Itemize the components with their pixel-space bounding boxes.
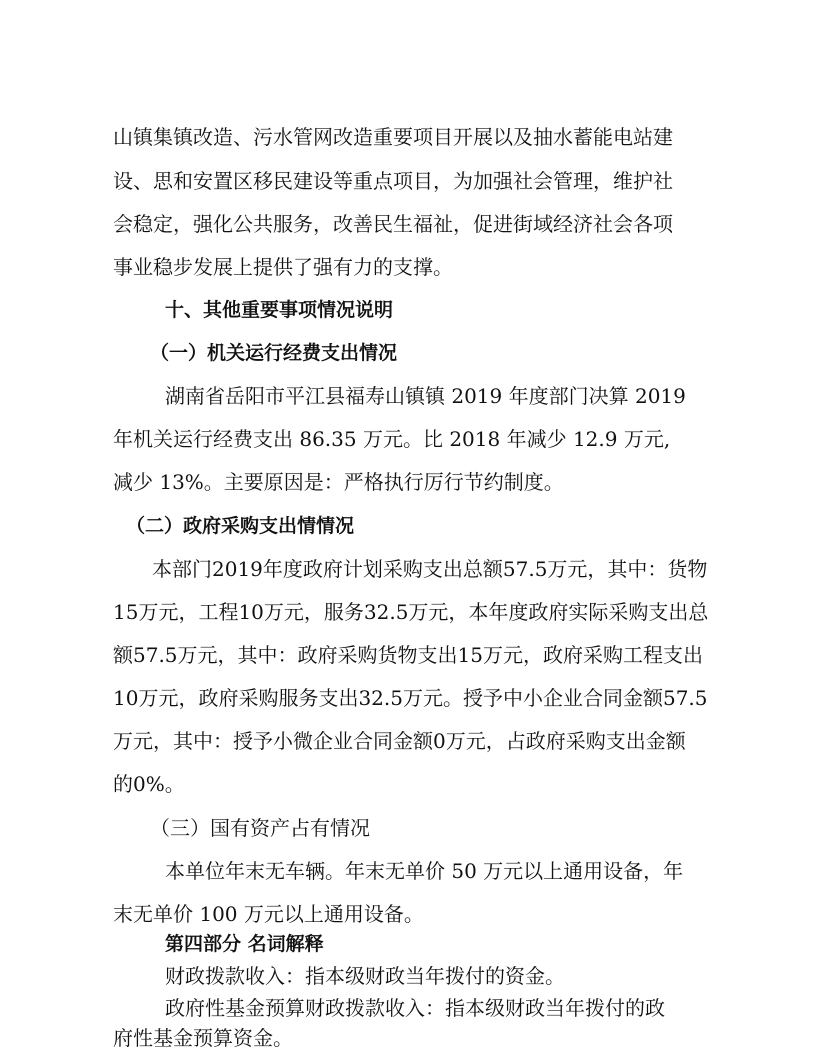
intro-line-1: 山镇集镇改造、污水管网改造重要项目开展以及抽水蓄能电站建	[113, 125, 673, 149]
sub3-line-1: 本单位年末无车辆。年末无单价 50 万元以上通用设备，年	[165, 859, 684, 883]
sub2-line-3: 额57.5万元，其中：政府采购货物支出15万元，政府采购工程支出	[113, 643, 703, 667]
part-4-line-2: 政府性基金预算财政拨款收入：指本级财政当年拨付的政	[165, 996, 665, 1020]
part-4-line-3: 府性基金预算资金。	[113, 1026, 293, 1050]
sub3-line-2: 末无单价 100 万元以上通用设备。	[113, 902, 424, 926]
intro-line-3: 会稳定，强化公共服务，改善民生福祉，促进街域经济社会各项	[113, 212, 673, 236]
sub1-heading: （一）机关运行经费支出情况	[150, 342, 398, 364]
sub2-heading: （二）政府采购支出情情况	[126, 515, 355, 537]
intro-line-4: 事业稳步发展上提供了强有力的支撑。	[113, 255, 453, 279]
section-10-heading: 十、其他重要事项情况说明	[165, 299, 394, 321]
sub1-line-2: 年机关运行经费支出 86.35 万元。比 2018 年减少 12.9 万元,	[113, 427, 671, 451]
part-4-line-1: 财政拨款收入：指本级财政当年拨付的资金。	[165, 964, 565, 988]
part-4-heading: 第四部分 名词解释	[165, 933, 324, 955]
sub1-line-1: 湖南省岳阳市平江县福寿山镇镇 2019 年度部门决算 2019	[165, 384, 686, 408]
intro-line-2: 设、思和安置区移民建设等重点项目，为加强社会管理，维护社	[113, 169, 673, 193]
sub1-line-3: 减少 13%。主要原因是：严格执行厉行节约制度。	[113, 470, 564, 494]
sub3-heading: （三）国有资产占有情况	[150, 816, 370, 840]
sub2-line-2: 15万元，工程10万元，服务32.5万元，本年度政府实际采购支出总	[113, 600, 709, 624]
sub2-line-5: 万元，其中：授予小微企业合同金额0万元，占政府采购支出金额	[113, 729, 686, 753]
sub2-line-6: 的0%。	[113, 772, 185, 796]
sub2-line-1: 本部门2019年度政府计划采购支出总额57.5万元，其中：货物	[152, 557, 708, 581]
sub2-line-4: 10万元，政府采购服务支出32.5万元。授予中小企业合同金额57.5	[113, 686, 708, 710]
